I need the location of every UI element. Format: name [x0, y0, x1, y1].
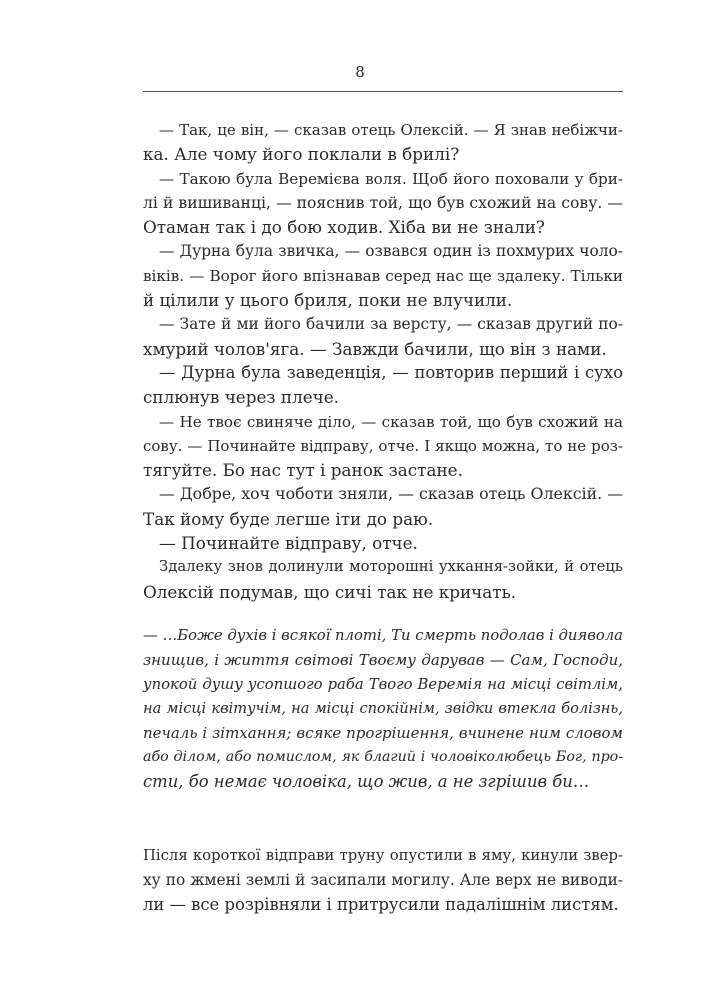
- text-line: віків. — Ворог його впізнавав серед нас ще здалеку. Тільки: [143, 266, 623, 285]
- text-line: Отаман так і до бою ходив. Хіба ви не знали?: [143, 217, 545, 238]
- text-line: — Починайте відправу, отче.: [159, 533, 418, 554]
- prayer-line: знищив, і життя світові Твоєму дарував — Сам, Господи,: [143, 651, 623, 670]
- prayer-line: на місці квітучім, на місці спокійнім, звідки втекла болізнь,: [143, 699, 623, 717]
- dialogue-section: [143, 118, 623, 604]
- text-line: ху по жмені землі й засипали могилу. Але верх не виводи-: [143, 871, 623, 890]
- text-line: — Дурна була заведенція, — повторив перший і сухо: [159, 362, 623, 382]
- text-line: Так йому буде легше іти до раю.: [143, 508, 434, 529]
- text-line: лі й вишиванці, — пояснив той, що був схожий на сову. —: [143, 193, 623, 212]
- text-line: ли — все розрівняли і притрусили падалішнім листям.: [143, 894, 619, 914]
- text-line: тягуйте. Бо нас тут і ранок застане.: [143, 460, 463, 481]
- text-line: Після короткої відправи труну опустили в яму, кинули звер-: [143, 847, 623, 864]
- prayer-line: упокой душу усопшого раба Твого Веремія на місці світлім,: [143, 675, 623, 693]
- prayer-line: печаль і зітхання; всяке прогрішення, вчинене ним словом: [143, 724, 623, 743]
- text-line: хмурий чолов'яга. — Завжди бачили, що він з нами.: [143, 338, 607, 359]
- text-line: — Зате й ми його бачили за версту, — сказав другий по-: [159, 315, 623, 334]
- text-line: Здалеку знов долинули моторошні ухкання-зойки, й отець: [159, 558, 623, 576]
- text-line: — Так, це він, — сказав отець Олексій. — Я знав небіжчи-: [159, 121, 623, 139]
- page-number: 8: [355, 63, 365, 81]
- text-line: — Дурна була звичка, — озвався один із похмурих чоло-: [159, 242, 623, 261]
- prayer-line: — …Боже духів і всякої плоті, Ти смерть подолав і диявола: [143, 627, 623, 644]
- header-rule: [143, 91, 623, 92]
- text-line: сову. — Починайте відправу, отче. І якщо можна, то не роз-: [143, 436, 623, 455]
- prayer-line: сти, бо немає чоловіка, що жив, а не згрішив би…: [143, 771, 590, 791]
- final-paragraph: [143, 844, 623, 917]
- text-line: Олексій подумав, що сичі так не кричать.: [143, 581, 517, 602]
- text-line: — Не твоє свиняче діло, — сказав той, що був схожий на: [159, 412, 623, 431]
- text-line: — Такою була Веремієва воля. Щоб його поховали у бри-: [159, 169, 623, 188]
- text-line: й цілили у цього бриля, поки не влучили.: [143, 290, 513, 311]
- text-line: сплюнув через плече.: [143, 387, 340, 408]
- text-line: ка. Але чому його поклали в брилі?: [143, 144, 460, 165]
- prayer-section: [143, 624, 623, 794]
- text-line: — Добре, хоч чоботи зняли, — сказав отець Олексій. —: [159, 484, 623, 504]
- prayer-line: або ділом, або помислом, як благий і чоловіколюбець Бог, про-: [143, 749, 623, 766]
